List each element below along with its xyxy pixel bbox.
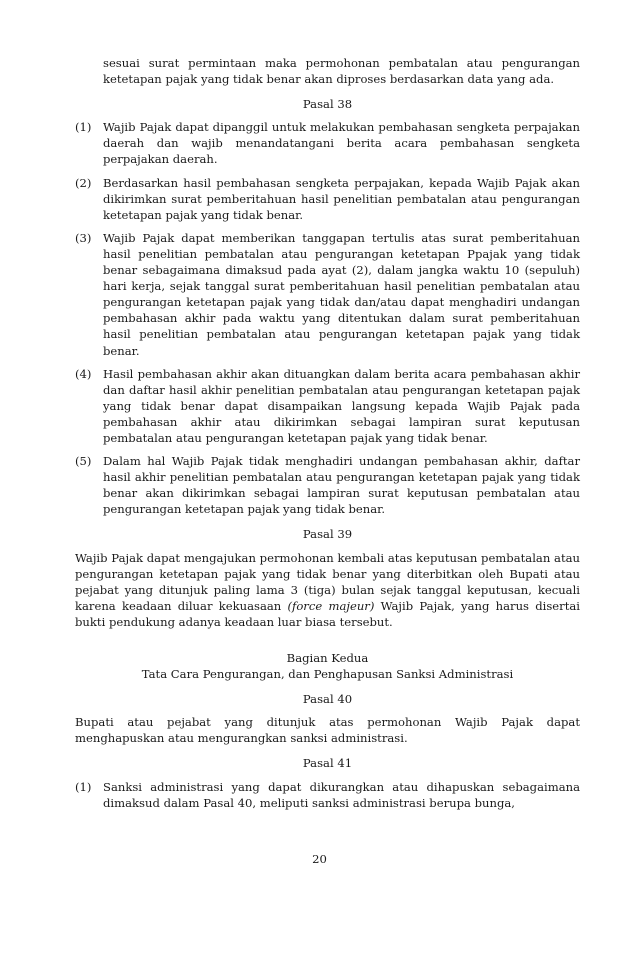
bagian-subtitle: Tata Cara Pengurangan, dan Penghapusan Sanksi Administrasi <box>141 667 514 682</box>
item-number: (4) <box>75 366 92 381</box>
item-text: Wajib Pajak dapat memberikan tanggapan tertulis atas surat pemberitahuan hasil penelitian pembatalan atau pengurangan ketetapan Ppajak yang tidak benar sebagaimana dimaksud pada ayat (2), dalam jangka waktu 10 (sepuluh) hari kerja, sejak tanggal surat pemberitahuan hasil penelitian pembatalan atau pengurangan ketetapan pajak yang tidak dan/atau dapat menghadiri undangan pembahasan akhir pada waktu yang ditentukan dalam surat pemberitahuan hasil penelitian pembatalan atau pengurangan ketetapan pajak yang tidak benar. <box>103 230 580 358</box>
pasal-40-paragraph: Bupati atau pejabat yang ditunjuk atas permohonan Wajib Pajak dapat menghapuskan atau mengurangkan sanksi administrasi. <box>75 715 580 746</box>
item-text: Sanksi administrasi yang dapat dikurangkan atau dihapuskan sebagaimana dimaksud dalam Pasal 40, meliputi sanksi administrasi berupa bunga, <box>103 779 580 810</box>
pasal-41-heading: Pasal 41 <box>302 756 353 771</box>
pasal-39-text-after: Wajib Pajak, yang harus disertai bukti pendukung adanya keadaan luar biasa tersebut. <box>75 598 580 629</box>
item-text: Dalam hal Wajib Pajak tidak menghadiri undangan pembahasan akhir, daftar hasil akhir penelitian pembatalan atau pengurangan ketetapan pajak yang tidak benar akan dikirimkan sebagai lampiran surat keputusan pembatalan atau pengurangan ketetapan pajak yang tidak benar. <box>103 454 580 517</box>
pasal-38-item-5 <box>75 453 580 517</box>
pasal-40-heading: Pasal 40 <box>302 692 353 707</box>
pasal-39-italic-term: (force majeur) <box>287 598 375 613</box>
page-number: 20 <box>312 852 327 866</box>
continuation-paragraph: sesuai surat permintaan maka permohonan pembatalan atau pengurangan ketetapan pajak yang tidak benar akan diproses berdasarkan data yang ada. <box>103 56 580 87</box>
pasal-39-heading: Pasal 39 <box>302 527 353 542</box>
pasal-38-heading: Pasal 38 <box>302 97 353 112</box>
pasal-41-item-1 <box>75 779 580 811</box>
document-page <box>75 55 580 811</box>
item-number: (5) <box>75 454 92 469</box>
item-number: (1) <box>75 779 92 794</box>
bagian-title: Bagian Kedua <box>286 651 369 665</box>
item-text: Berdasarkan hasil pembahasan sengketa perpajakan, kepada Wajib Pajak akan dikirimkan surat pemberitahuan hasil penelitian pembatalan atau pengurangan ketetapan pajak yang tidak benar. <box>103 175 580 222</box>
item-number: (1) <box>75 120 92 135</box>
item-text: Wajib Pajak dapat dipanggil untuk melakukan pembahasan sengketa perpajakan daerah dan wajib menandatangani berita acara pembahasan sengketa perpajakan daerah. <box>103 120 580 167</box>
pasal-38-list <box>75 119 580 517</box>
pasal-41-list <box>75 779 580 811</box>
item-text: Hasil pembahasan akhir akan dituangkan dalam berita acara pembahasan akhir dan daftar hasil akhir penelitian pembatalan atau pengurangan ketetapan pajak yang tidak benar dapat disampaikan langsung kepada Wajib Pajak pada pembahasan akhir atau dikirimkan sebagai lampiran surat keputusan pembatalan atau pengurangan ketetapan pajak yang tidak benar. <box>103 366 580 445</box>
pasal-38-item-4 <box>75 366 580 446</box>
pasal-39-text-before: Wajib Pajak dapat mengajukan permohonan kembali atas keputusan pembatalan atau pengurangan ketetapan pajak yang tidak benar yang diterbitkan oleh Bupati atau pejabat yang ditunjuk paling lama 3 (tiga) bulan sejak tanggal keputusan, kecuali karena keadaan diluar kekuasaan <box>75 550 580 613</box>
pasal-38-item-3 <box>75 230 580 359</box>
item-number: (3) <box>75 230 92 245</box>
pasal-38-item-2 <box>75 175 580 223</box>
pasal-39-paragraph <box>75 550 580 630</box>
item-number: (2) <box>75 175 92 190</box>
pasal-38-item-1 <box>75 119 580 167</box>
